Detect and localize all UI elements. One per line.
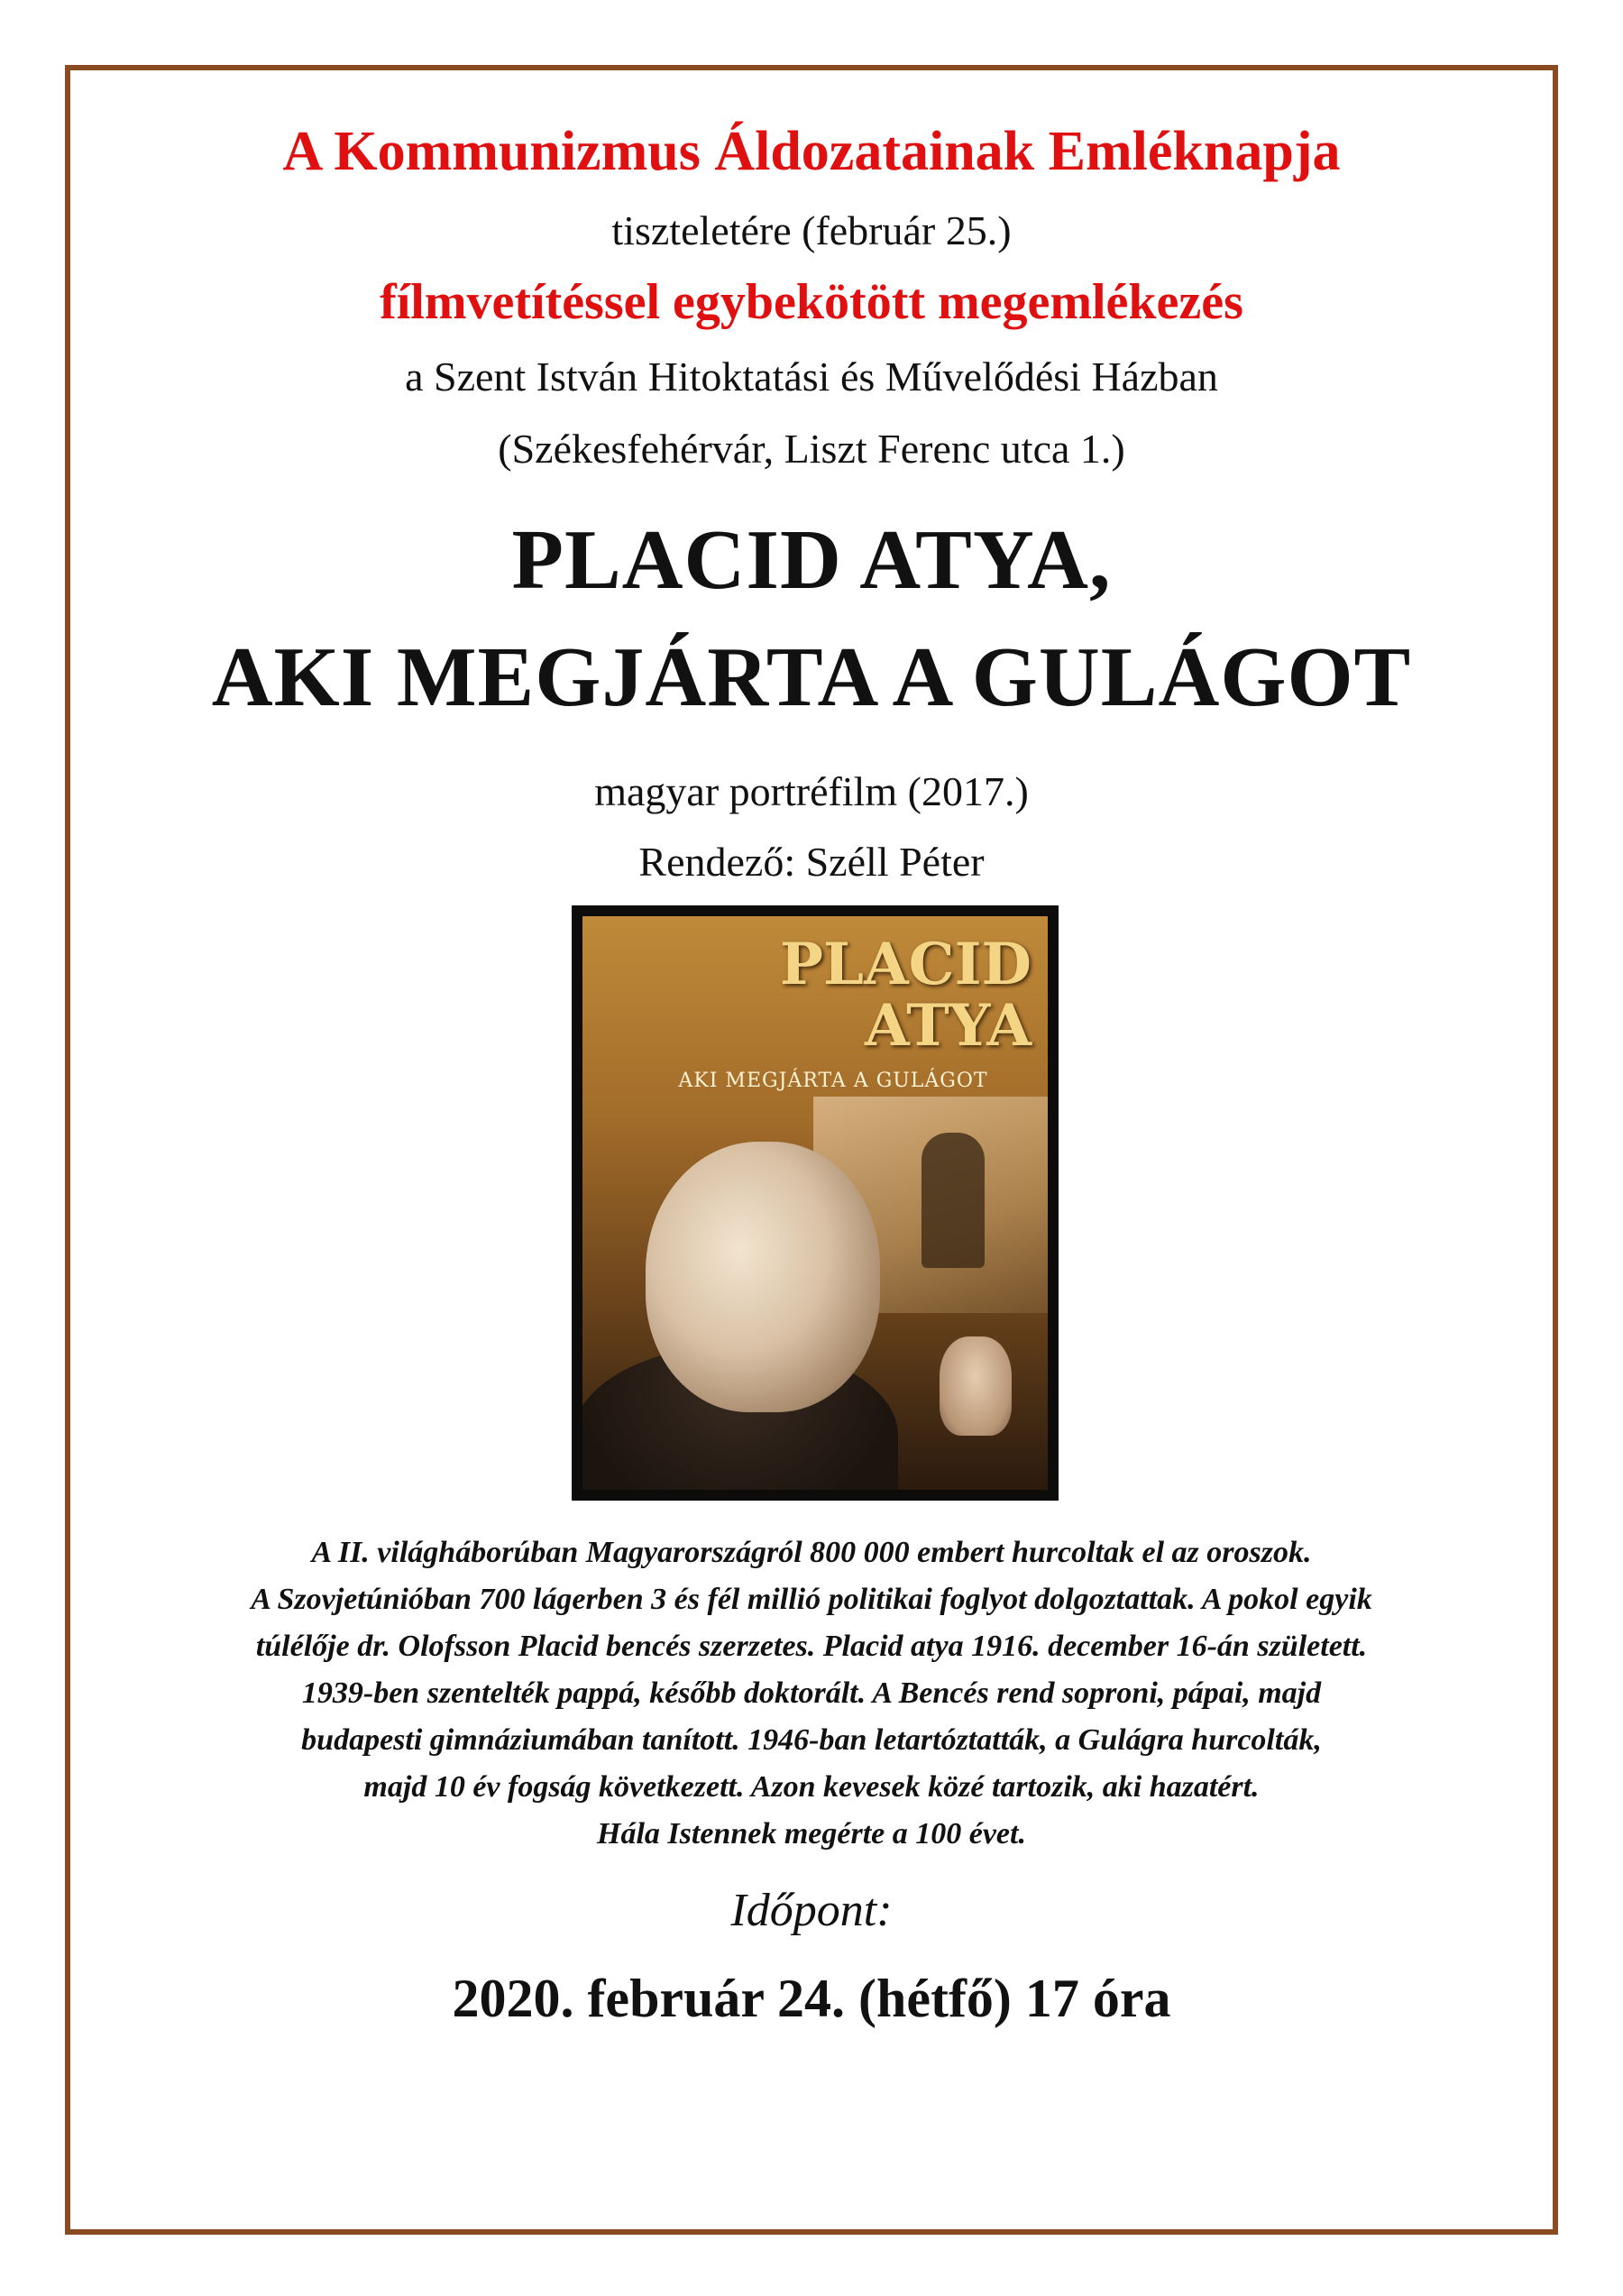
schedule-label: Időpont: xyxy=(730,1885,893,1936)
description-line: 1939-ben szentelték pappá, később doktorált. A Bencés rend soproni, pápai, majd xyxy=(301,1676,1322,1710)
poster-background-figure xyxy=(922,1133,985,1268)
description-line: budapesti gimnáziumában tanított. 1946-ban letartóztatták, a Gulágra hurcolták, xyxy=(301,1723,1322,1757)
film-title-line1: PLACID ATYA, xyxy=(511,513,1112,607)
film-director: Rendező: Széll Péter xyxy=(638,839,985,885)
poster-portrait-face xyxy=(646,1142,880,1412)
description-line: majd 10 év fogság következett. Azon kevesek közé tartozik, aki hazatért. xyxy=(363,1770,1260,1804)
film-title-line2: AKI MEGJÁRTA A GULÁGOT xyxy=(211,630,1412,724)
description-line: A II. világháborúban Magyarországról 800 000 embert hurcoltak el az oroszok. xyxy=(311,1536,1312,1569)
poster-subtitle: AKI MEGJÁRTA A GULÁGOT xyxy=(678,1070,988,1092)
event-type: fílmvetítéssel egybekötött megemlékezés xyxy=(380,274,1243,330)
poster-title-line1: PLACID xyxy=(779,931,1032,998)
event-heading: A Kommunizmus Áldozatainak Emléknapja xyxy=(282,121,1341,182)
description-line: Hála Istennek megérte a 100 évet. xyxy=(597,1817,1026,1851)
poster-title-line2: ATYA xyxy=(864,992,1032,1060)
film-description xyxy=(70,1529,1553,1858)
event-address: (Székesfehérvár, Liszt Ferenc utca 1.) xyxy=(498,426,1125,472)
event-occasion: tiszteletére (február 25.) xyxy=(611,207,1012,253)
description-line: túlélője dr. Olofsson Placid bencés szerzetes. Placid atya 1916. december 16-án született. xyxy=(255,1630,1368,1663)
poster-frame xyxy=(65,65,1558,2235)
poster-portrait-hand xyxy=(940,1336,1012,1436)
description-line: A Szovjetúnióban 700 lágerben 3 és fél millió politikai foglyot dolgoztattak. A pokol egyik xyxy=(251,1583,1372,1616)
event-venue: a Szent István Hitoktatási és Művelődési Házban xyxy=(405,354,1218,400)
schedule-datetime: 2020. február 24. (hétfő) 17 óra xyxy=(452,1969,1171,2028)
film-subtitle: magyar portréfilm (2017.) xyxy=(594,768,1029,814)
film-poster-image xyxy=(572,905,1059,1501)
film-poster-artwork xyxy=(582,916,1048,1490)
